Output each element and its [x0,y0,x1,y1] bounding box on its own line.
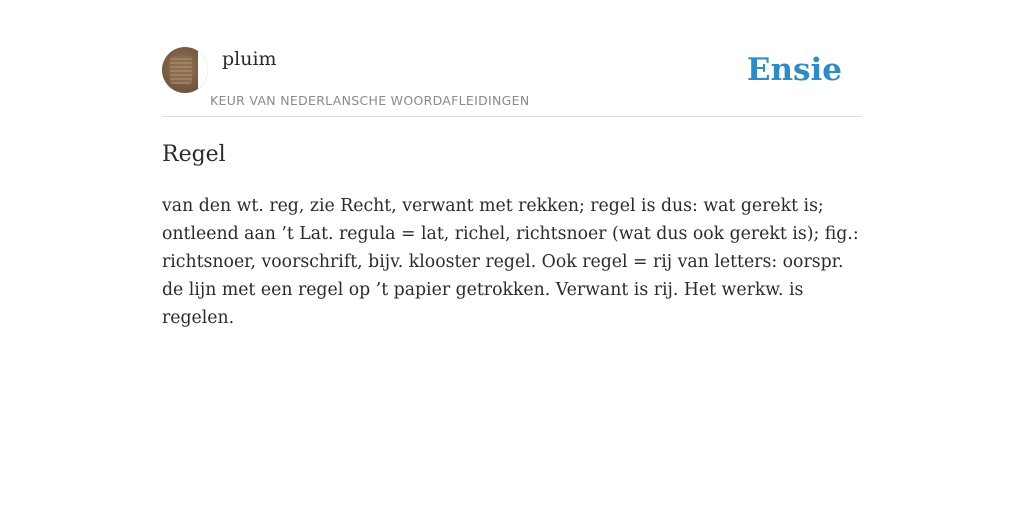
avatar-mask [198,47,208,93]
entry-header [162,46,862,117]
book-cover-icon [170,56,192,84]
source-title[interactable]: KEUR VAN NEDERLANSCHE WOORDAFLEIDINGEN [210,93,530,108]
entry-title: Regel [162,142,226,167]
brand-logo[interactable]: Ensie [746,52,842,88]
user-name-link[interactable]: pluim [222,48,277,70]
entry-body: van den wt. reg, zie Recht, verwant met rekken; regel is dus: wat gerekt is; ontleend aan ’t Lat. regula = lat, richel, richtsnoer (wat dus ook gerekt is); fig.: richtsnoer, voorschrift, bijv. klooster regel. Ook regel = rij van letters: oorspr. de lijn met een regel op ’t papier getrokken. Verwant is rij. Het werkw. is regelen. [162,196,859,328]
avatar[interactable] [162,47,208,93]
